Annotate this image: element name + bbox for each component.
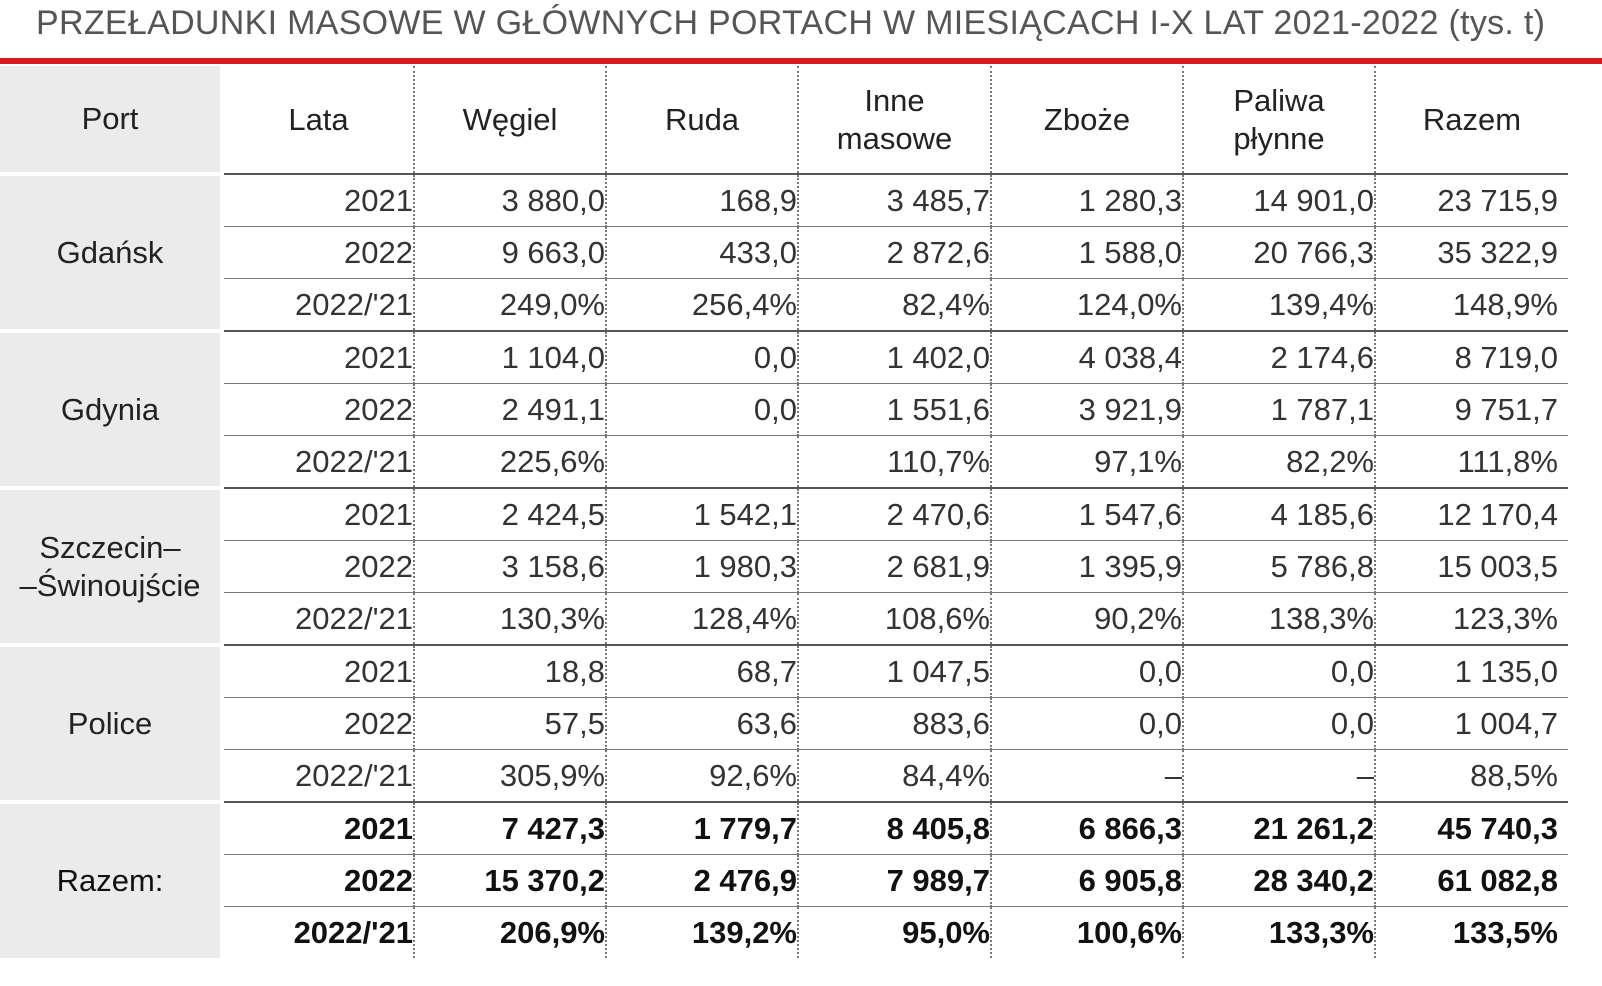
cell-zboze: 97,1% bbox=[991, 436, 1183, 489]
cell-paliwa: 5 786,8 bbox=[1183, 541, 1375, 593]
cell-wegiel: 206,9% bbox=[414, 907, 606, 959]
cell-wegiel: 9 663,0 bbox=[414, 227, 606, 279]
col-header-wegiel: Węgiel bbox=[414, 66, 606, 174]
cell-wegiel: 18,8 bbox=[414, 645, 606, 698]
cell-ruda bbox=[606, 436, 798, 489]
cell-razem: 123,3% bbox=[1375, 593, 1568, 646]
cell-wegiel: 3 880,0 bbox=[414, 174, 606, 227]
cell-wegiel: 225,6% bbox=[414, 436, 606, 489]
port-cargo-table bbox=[0, 66, 1568, 958]
cell-razem: 23 715,9 bbox=[1375, 174, 1568, 227]
cell-lata: 2021 bbox=[222, 802, 414, 855]
col-header-zboze: Zboże bbox=[991, 66, 1183, 174]
cell-ruda: 0,0 bbox=[606, 331, 798, 384]
cell-lata: 2022 bbox=[222, 698, 414, 750]
cell-lata: 2022/'21 bbox=[222, 279, 414, 332]
cell-zboze: – bbox=[991, 750, 1183, 803]
table-body bbox=[0, 174, 1568, 958]
table-row bbox=[0, 593, 1568, 646]
cell-ruda: 1 980,3 bbox=[606, 541, 798, 593]
cell-razem: 1 135,0 bbox=[1375, 645, 1568, 698]
cell-zboze: 1 280,3 bbox=[991, 174, 1183, 227]
cell-razem: 12 170,4 bbox=[1375, 488, 1568, 541]
cell-inne: 108,6% bbox=[798, 593, 991, 646]
cell-zboze: 6 905,8 bbox=[991, 855, 1183, 907]
cell-paliwa: – bbox=[1183, 750, 1375, 803]
table-row bbox=[0, 541, 1568, 593]
cell-ruda: 168,9 bbox=[606, 174, 798, 227]
cell-ruda: 1 542,1 bbox=[606, 488, 798, 541]
table-title: PRZEŁADUNKI MASOWE W GŁÓWNYCH PORTACH W MIESIĄCACH I-X LAT 2021-2022 (tys. t) bbox=[36, 4, 1546, 42]
table-row bbox=[0, 750, 1568, 803]
col-header-port: Port bbox=[0, 66, 222, 174]
table-row bbox=[0, 907, 1568, 959]
table-row bbox=[0, 802, 1568, 855]
port-name-cell: Razem: bbox=[0, 802, 222, 958]
cell-paliwa: 14 901,0 bbox=[1183, 174, 1375, 227]
cell-paliwa: 138,3% bbox=[1183, 593, 1375, 646]
cell-wegiel: 7 427,3 bbox=[414, 802, 606, 855]
table-row bbox=[0, 384, 1568, 436]
cell-wegiel: 305,9% bbox=[414, 750, 606, 803]
cell-lata: 2021 bbox=[222, 174, 414, 227]
cell-lata: 2022 bbox=[222, 541, 414, 593]
cell-inne: 7 989,7 bbox=[798, 855, 991, 907]
col-header-inne-masowe: Inne masowe bbox=[798, 66, 991, 174]
cell-razem: 1 004,7 bbox=[1375, 698, 1568, 750]
col-header-razem: Razem bbox=[1422, 101, 1522, 137]
cell-wegiel: 1 104,0 bbox=[414, 331, 606, 384]
cell-ruda: 128,4% bbox=[606, 593, 798, 646]
cell-inne: 8 405,8 bbox=[798, 802, 991, 855]
cell-zboze: 90,2% bbox=[991, 593, 1183, 646]
cell-wegiel: 130,3% bbox=[414, 593, 606, 646]
header-row bbox=[0, 66, 1568, 174]
cell-lata: 2022/'21 bbox=[222, 750, 414, 803]
cell-razem: 15 003,5 bbox=[1375, 541, 1568, 593]
port-name-cell: Gdańsk bbox=[0, 174, 222, 331]
cell-lata: 2022/'21 bbox=[222, 907, 414, 959]
cell-razem: 111,8% bbox=[1375, 436, 1568, 489]
cell-zboze: 1 547,6 bbox=[991, 488, 1183, 541]
cell-razem: 61 082,8 bbox=[1375, 855, 1568, 907]
cell-lata: 2021 bbox=[222, 331, 414, 384]
cell-wegiel: 57,5 bbox=[414, 698, 606, 750]
cell-zboze: 124,0% bbox=[991, 279, 1183, 332]
cell-inne: 1 047,5 bbox=[798, 645, 991, 698]
cell-wegiel: 249,0% bbox=[414, 279, 606, 332]
cell-lata: 2022 bbox=[222, 227, 414, 279]
cell-razem: 8 719,0 bbox=[1375, 331, 1568, 384]
table-row bbox=[0, 331, 1568, 384]
cell-paliwa: 133,3% bbox=[1183, 907, 1375, 959]
table-row bbox=[0, 436, 1568, 489]
cell-paliwa: 21 261,2 bbox=[1183, 802, 1375, 855]
table-row bbox=[0, 174, 1568, 227]
cell-lata: 2022 bbox=[222, 855, 414, 907]
cell-ruda: 63,6 bbox=[606, 698, 798, 750]
cell-paliwa: 139,4% bbox=[1183, 279, 1375, 332]
cell-razem: 133,5% bbox=[1375, 907, 1568, 959]
cell-razem: 148,9% bbox=[1375, 279, 1568, 332]
cell-lata: 2021 bbox=[222, 488, 414, 541]
table-row bbox=[0, 227, 1568, 279]
cell-paliwa: 0,0 bbox=[1183, 645, 1375, 698]
cell-paliwa: 4 185,6 bbox=[1183, 488, 1375, 541]
cell-zboze: 6 866,3 bbox=[991, 802, 1183, 855]
col-header-paliwa-plynne: Paliwa płynne bbox=[1183, 66, 1375, 174]
cell-paliwa: 2 174,6 bbox=[1183, 331, 1375, 384]
col-header-lata: Lata bbox=[222, 66, 414, 174]
port-name-cell: Gdynia bbox=[0, 331, 222, 488]
cell-inne: 110,7% bbox=[798, 436, 991, 489]
cell-razem: 35 322,9 bbox=[1375, 227, 1568, 279]
table-row bbox=[0, 855, 1568, 907]
cell-wegiel: 2 491,1 bbox=[414, 384, 606, 436]
cell-paliwa: 0,0 bbox=[1183, 698, 1375, 750]
cell-lata: 2022 bbox=[222, 384, 414, 436]
col-header-ruda: Ruda bbox=[606, 66, 798, 174]
cell-zboze: 1 395,9 bbox=[991, 541, 1183, 593]
cell-ruda: 433,0 bbox=[606, 227, 798, 279]
cell-zboze: 0,0 bbox=[991, 698, 1183, 750]
cell-wegiel: 15 370,2 bbox=[414, 855, 606, 907]
table-row bbox=[0, 698, 1568, 750]
cell-wegiel: 2 424,5 bbox=[414, 488, 606, 541]
cell-ruda: 0,0 bbox=[606, 384, 798, 436]
cell-ruda: 68,7 bbox=[606, 645, 798, 698]
cell-lata: 2022/'21 bbox=[222, 593, 414, 646]
cell-inne: 1 402,0 bbox=[798, 331, 991, 384]
cell-inne: 1 551,6 bbox=[798, 384, 991, 436]
cell-inne: 82,4% bbox=[798, 279, 991, 332]
cell-paliwa: 1 787,1 bbox=[1183, 384, 1375, 436]
cell-paliwa: 28 340,2 bbox=[1183, 855, 1375, 907]
port-name-cell: Police bbox=[0, 645, 222, 802]
cell-inne: 3 485,7 bbox=[798, 174, 991, 227]
accent-rule bbox=[0, 58, 1602, 64]
cell-wegiel: 3 158,6 bbox=[414, 541, 606, 593]
cell-zboze: 100,6% bbox=[991, 907, 1183, 959]
cell-razem: 9 751,7 bbox=[1375, 384, 1568, 436]
cell-ruda: 92,6% bbox=[606, 750, 798, 803]
cell-razem: 45 740,3 bbox=[1375, 802, 1568, 855]
cell-inne: 84,4% bbox=[798, 750, 991, 803]
cell-inne: 2 470,6 bbox=[798, 488, 991, 541]
cell-inne: 95,0% bbox=[798, 907, 991, 959]
cell-inne: 2 681,9 bbox=[798, 541, 991, 593]
cell-lata: 2021 bbox=[222, 645, 414, 698]
table-row bbox=[0, 488, 1568, 541]
cell-zboze: 0,0 bbox=[991, 645, 1183, 698]
cell-ruda: 256,4% bbox=[606, 279, 798, 332]
cell-inne: 883,6 bbox=[798, 698, 991, 750]
cell-zboze: 1 588,0 bbox=[991, 227, 1183, 279]
cell-zboze: 4 038,4 bbox=[991, 331, 1183, 384]
table-row bbox=[0, 645, 1568, 698]
cell-lata: 2022/'21 bbox=[222, 436, 414, 489]
cell-inne: 2 872,6 bbox=[798, 227, 991, 279]
table-row bbox=[0, 279, 1568, 332]
cell-ruda: 1 779,7 bbox=[606, 802, 798, 855]
cell-zboze: 3 921,9 bbox=[991, 384, 1183, 436]
cell-ruda: 139,2% bbox=[606, 907, 798, 959]
cell-ruda: 2 476,9 bbox=[606, 855, 798, 907]
cell-razem: 88,5% bbox=[1375, 750, 1568, 803]
cell-paliwa: 82,2% bbox=[1183, 436, 1375, 489]
port-name-cell: Szczecin– –Świnoujście bbox=[0, 488, 222, 645]
cell-paliwa: 20 766,3 bbox=[1183, 227, 1375, 279]
